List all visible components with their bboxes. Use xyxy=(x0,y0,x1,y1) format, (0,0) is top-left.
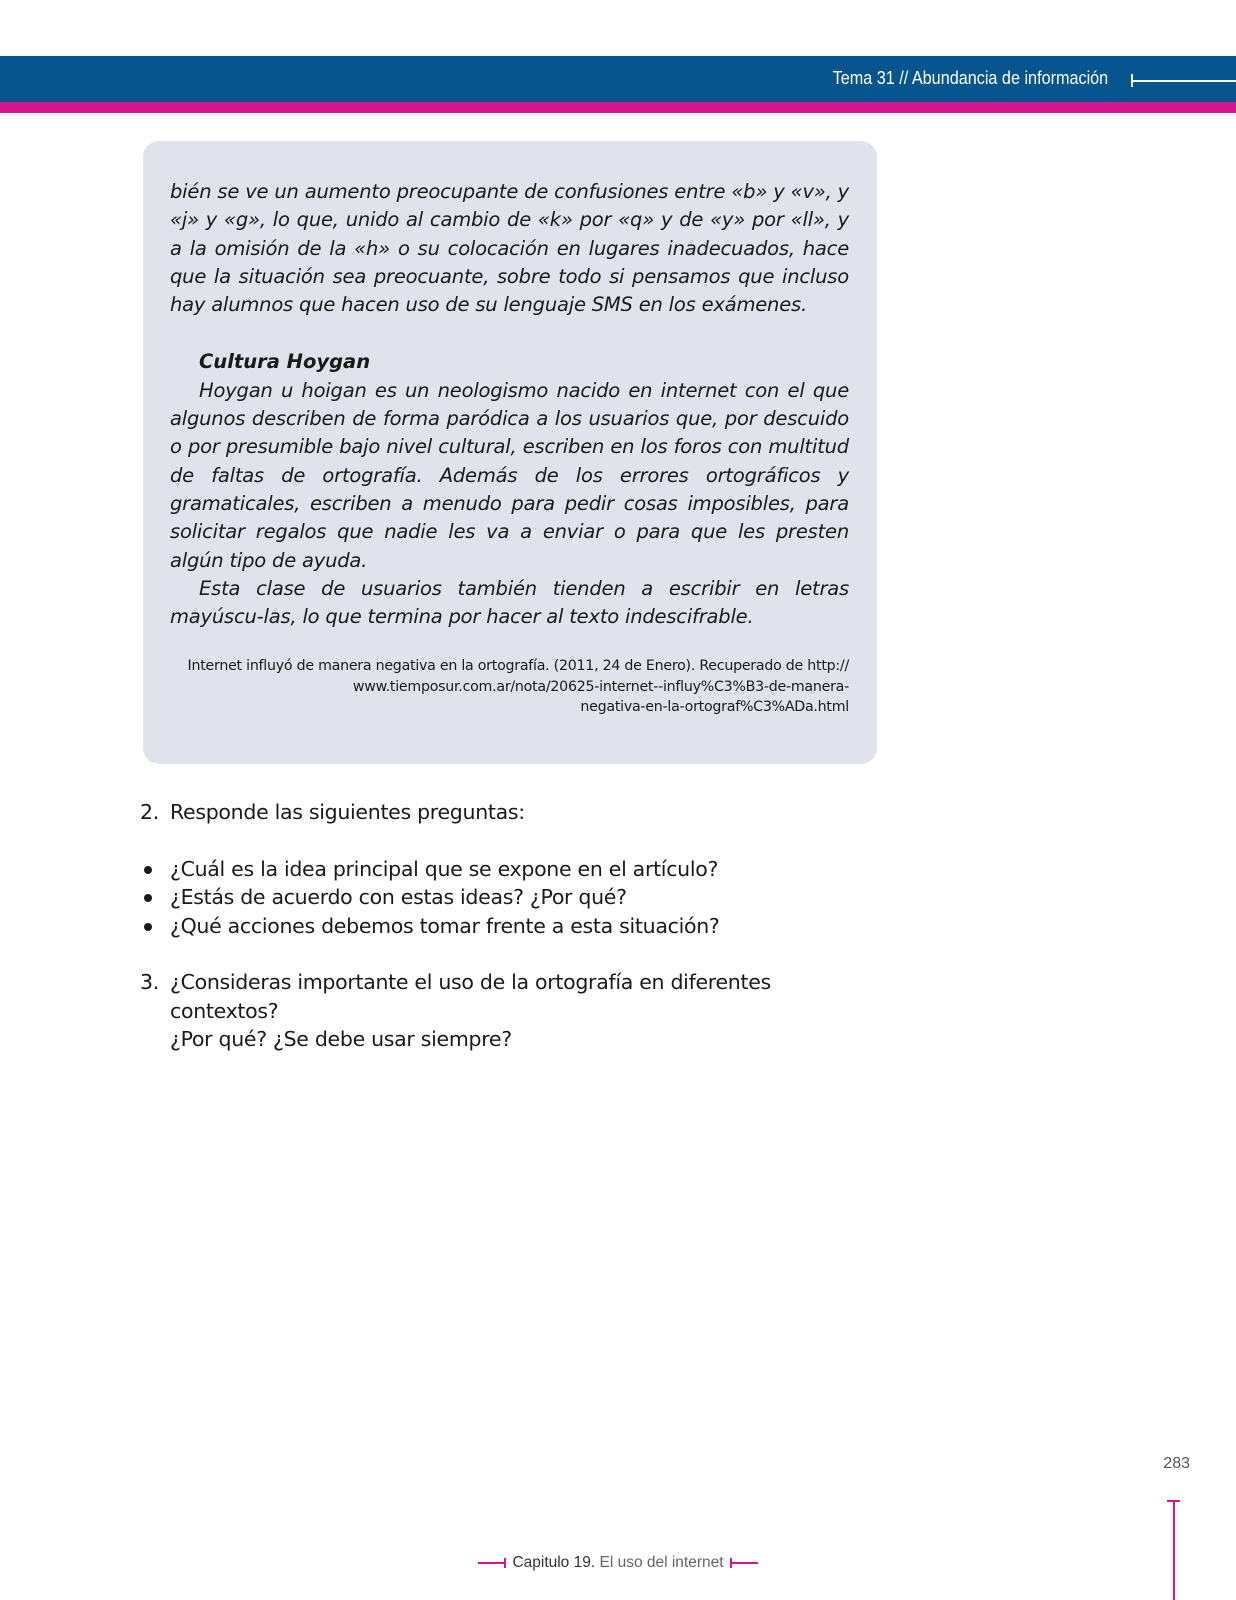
bullet-icon xyxy=(144,923,152,931)
list-item-text: ¿Cuál es la idea principal que se expone en el artículo? xyxy=(170,856,719,881)
citation-line: Internet influyó de manera negativa en la ortografía. (2011, 24 de Enero). Recuperado de http:// xyxy=(187,658,849,674)
page-footer xyxy=(0,1551,1236,1572)
quote-paragraph-1: bién se ve un aumento preocupante de confusiones entre «b» y «v», y «j» y «g», lo que, unido al cambio de «k» por «q» y de «y» por «ll», y a la omisión de la «h» o su colocación en lugares inadecuados, hace que la situación sea preocuante, sobre todo si pensamos que incluso hay alumnos que hacen uso de su lenguaje SMS en los exámenes. xyxy=(170,180,849,317)
page-number: 283 xyxy=(1163,1455,1190,1472)
question-text: ¿Por qué? ¿Se debe usar siempre? xyxy=(170,1027,512,1051)
question-number: 3. xyxy=(140,970,159,994)
header-accent-stripe xyxy=(0,102,1236,113)
page-header-title: Tema 31 // Abundancia de información xyxy=(832,68,1108,88)
quote-paragraph-2: Hoygan u hoigan es un neologismo nacido en internet con el que algunos describen de forma paródica a los usuarios que, por descuido o por presumible bajo nivel cultural, escriben en los foros con multitud de faltas de ortografía. Además de los errores ortográficos y gramaticales, escriben a menudo para pedir cosas imposibles, para solicitar regalos que nadie les va a enviar o para que les presten algún tipo de ayuda. xyxy=(170,378,849,572)
footer-chapter-title: El uso del internet xyxy=(599,1554,724,1571)
question-number: 2. xyxy=(140,800,159,824)
list-item xyxy=(140,912,880,941)
header-rule xyxy=(1131,80,1236,82)
quote-citation xyxy=(183,656,849,718)
question-bullet-list xyxy=(140,855,880,941)
article-quote-box xyxy=(143,141,877,764)
footer-rule-left xyxy=(478,1562,506,1564)
activity-questions xyxy=(140,798,880,1054)
list-item xyxy=(140,883,880,912)
question-3 xyxy=(140,968,880,1054)
citation-line: www.tiemposur.com.ar/nota/20625-internet--influy%C3%B3-de-manera- xyxy=(352,678,849,695)
list-item-text: ¿Estás de acuerdo con estas ideas? ¿Por qué? xyxy=(170,885,627,909)
list-item-text: ¿Qué acciones debemos tomar frente a esta situación? xyxy=(170,913,720,938)
bullet-icon xyxy=(144,866,152,874)
question-text: ¿Consideras importante el uso de la ortografía en diferentes contextos? xyxy=(170,970,771,1023)
quote-subheading: Cultura Hoygan xyxy=(199,350,371,374)
footer-chapter: Capitulo 19. xyxy=(512,1554,596,1571)
question-text: Responde las siguientes preguntas: xyxy=(170,800,525,824)
bullet-icon xyxy=(144,894,152,902)
question-2 xyxy=(140,798,880,827)
quote-paragraph-3: Esta clase de usuarios también tienden a escribir en letras mayúscu-las, lo que termina por hacer al texto indescifrable. xyxy=(170,576,849,629)
list-item xyxy=(140,855,880,884)
citation-line: negativa-en-la-ortograf%C3%ADa.html xyxy=(580,699,849,715)
footer-rule-right xyxy=(730,1562,758,1564)
